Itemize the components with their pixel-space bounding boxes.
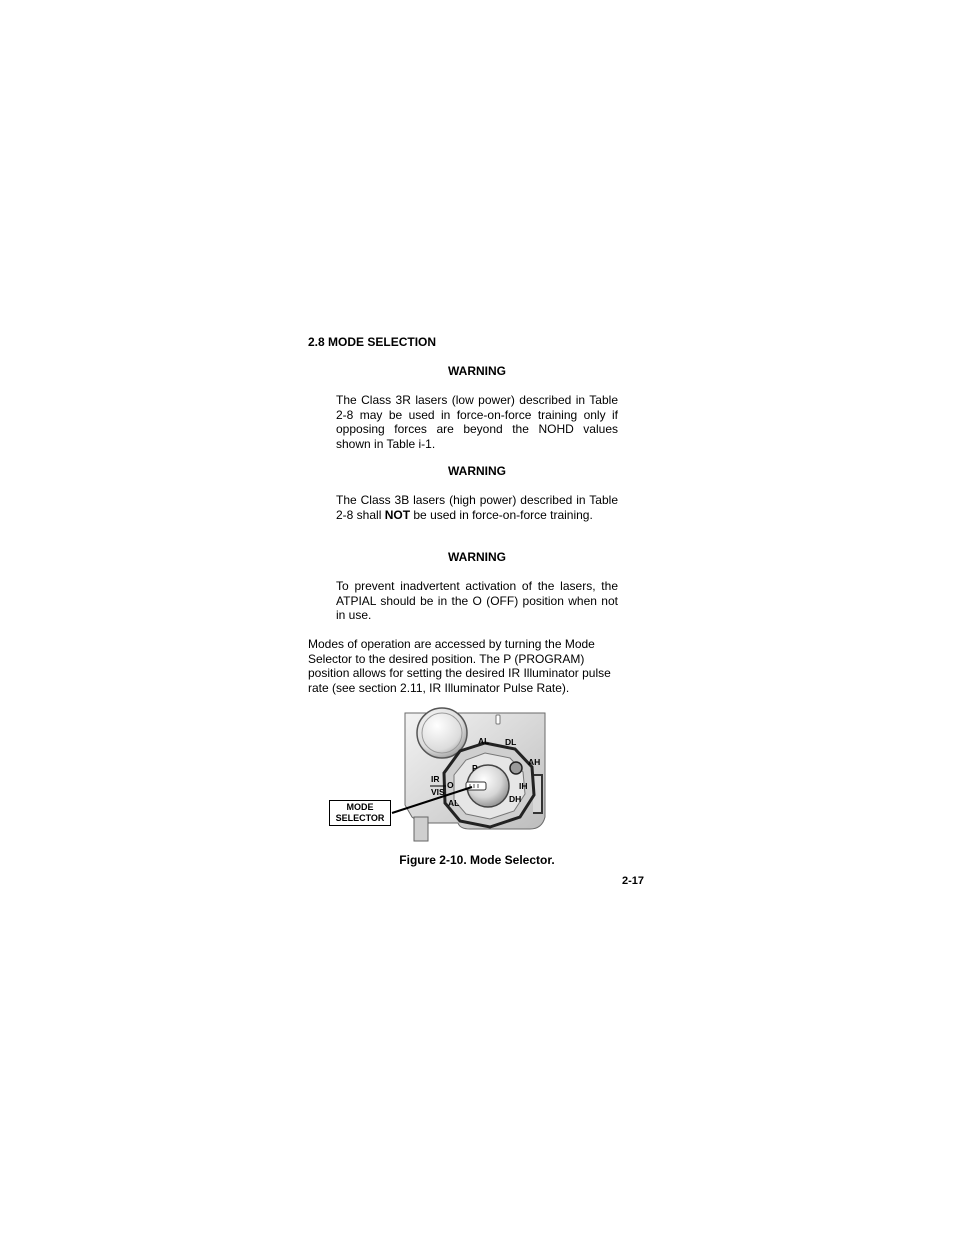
warning-body-2 [336, 493, 618, 522]
dial-label-dh: DH [509, 794, 522, 804]
dial-label-vis: VIS [431, 787, 445, 797]
callout-line-2: SELECTOR [335, 813, 385, 823]
warning-title-2: WARNING [448, 464, 506, 478]
warning-title-3: WARNING [448, 550, 506, 564]
warning-title-1: WARNING [448, 364, 506, 378]
warning-body-1: The Class 3R lasers (low power) described in Table 2-8 may be used in force-on-force training only if opposing forces are beyond the NOHD values shown in Table i-1. [336, 393, 618, 451]
callout-line-1: MODE [346, 802, 374, 812]
mode-selector-callout [329, 800, 391, 826]
warning-body-2-start: The Class 3B lasers (high power) described in Table 2-8 shall [336, 493, 618, 522]
warning-body-2-emphasis: NOT [384, 507, 411, 522]
figure-caption: Figure 2-10. Mode Selector. [399, 853, 555, 867]
warning-body-2-end: be used in force-on-force training. [410, 507, 593, 522]
dial-label-ir: IR [431, 774, 440, 784]
dial-label-ih: IH [519, 781, 528, 791]
body-paragraph: Modes of operation are accessed by turning the Mode Selector to the desired position. The P (PROGRAM) position allows for setting the desired IR Illuminator pulse rate (see section 2.11, IR Illuminator Pulse Rate). [308, 637, 611, 695]
warning-body-3: To prevent inadvertent activation of the lasers, the ATPIAL should be in the O (OFF) position when not in use. [336, 579, 618, 623]
page-number: 2-17 [622, 875, 645, 887]
mode-selector-figure [320, 705, 560, 845]
dial-label-o: O [447, 780, 454, 790]
dial-label-p: P [472, 763, 478, 773]
dial-label-ah: AH [528, 757, 541, 767]
section-heading: 2.8 MODE SELECTION [308, 335, 437, 349]
dial-label-dl: DL [505, 737, 517, 747]
dial-label-al-top: AL [478, 736, 490, 746]
dial-label-al-bottom: AL [448, 798, 460, 808]
